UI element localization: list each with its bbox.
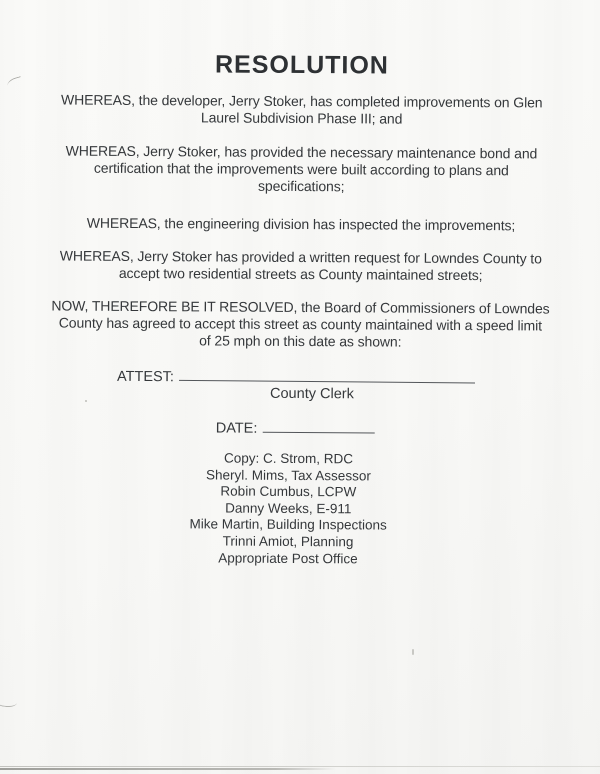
copy-list-item: Copy: C. Strom, RDC [224,450,354,467]
copy-list-item: Robin Cumbus, LCPW [220,483,357,500]
copy-list-item: Trinni Amiot, Planning [222,533,354,550]
scan-bottom-edge-line [0,766,600,767]
paragraph-whereas-written-request: WHEREAS, Jerry Stoker has provided a written request for Lowndes County to accept two residential streets as County maintained streets; [59,247,542,283]
attest-row [117,367,475,387]
date-blank-line [262,419,374,434]
paragraph-resolved: NOW, THEREFORE BE IT RESOLVED, the Board of Commissioners of Lowndes County has agreed to accept this street as county maintained with a speed limit of 25 mph on this date as shown: [51,297,550,350]
copy-list-item: Appropriate Post Office [218,550,358,566]
copy-list-item: Mike Martin, Building Inspections [189,516,387,533]
attest-signature-line [179,367,475,384]
scan-speck [85,400,87,402]
county-clerk-caption: County Clerk [270,385,354,403]
copy-list-item: Sheryl. Mims, Tax Assessor [206,467,371,484]
copy-list-item: Danny Weeks, E-911 [225,500,352,517]
paragraph-whereas-engineering-inspection: WHEREAS, the engineering division has inspected the improvements; [86,214,516,234]
date-label: DATE: [215,420,258,437]
date-row [216,418,375,437]
copy-distribution-list [0,449,589,569]
paragraph-whereas-improvements: WHEREAS, the developer, Jerry Stoker, has completed improvements on Glen Laurel Subdivision Phase III; and [60,91,543,127]
attest-label: ATTEST: [117,368,175,386]
paragraph-whereas-maintenance-bond: WHEREAS, Jerry Stoker, has provided the necessary maintenance bond and certification that the improvements were built according to plans and specifications; [65,142,538,194]
scan-speck [412,649,414,655]
scan-bottom-edge-shadow [0,768,336,770]
document-title: RESOLUTION [214,50,390,80]
